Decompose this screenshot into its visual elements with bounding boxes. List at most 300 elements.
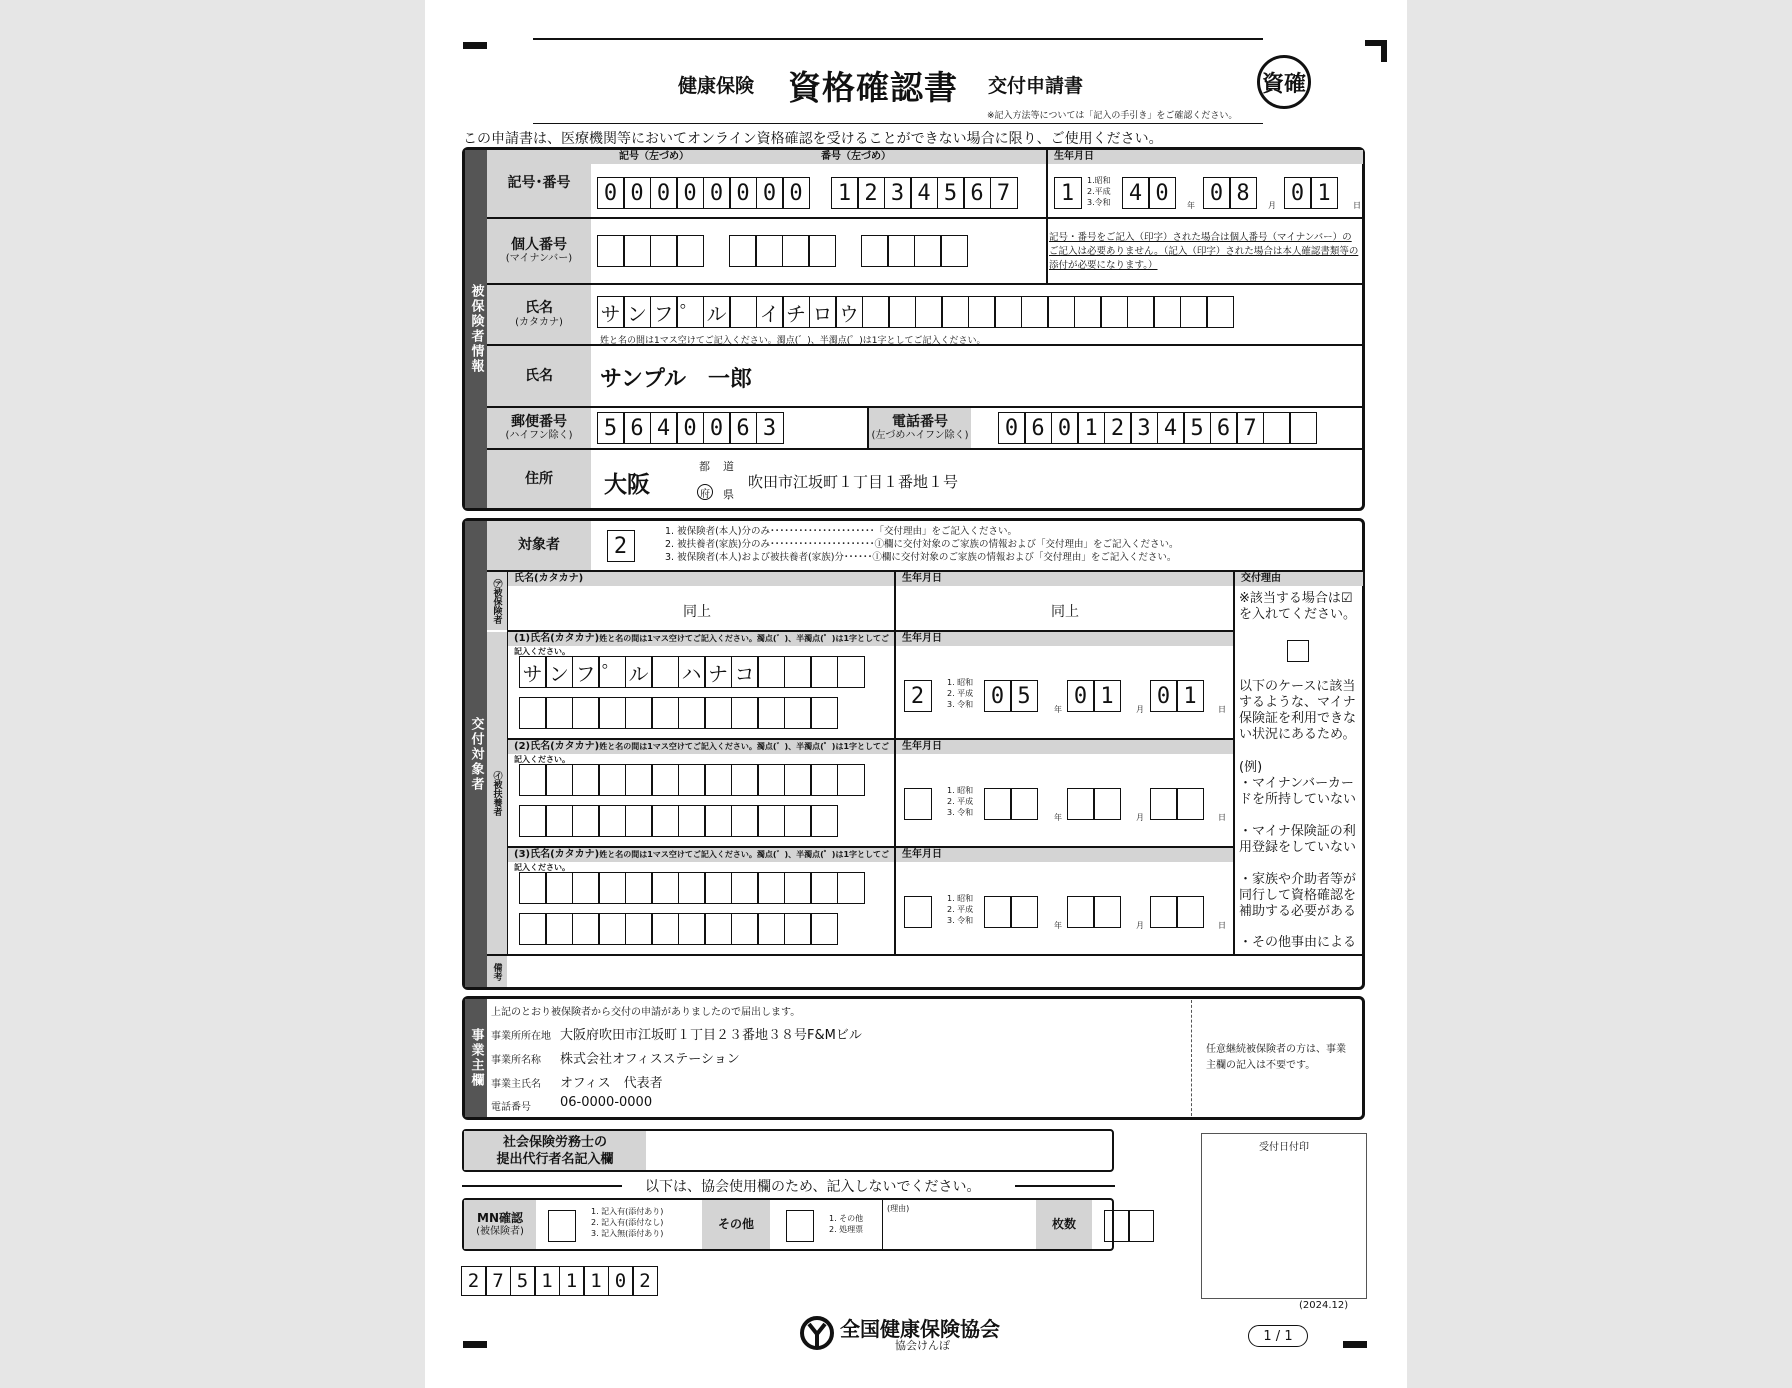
- char-box[interactable]: 0: [998, 412, 1026, 444]
- char-box[interactable]: [940, 235, 968, 267]
- other-label: その他: [702, 1200, 770, 1249]
- char-box[interactable]: [729, 235, 757, 267]
- form-code: [462, 1266, 658, 1296]
- char-box[interactable]: [519, 913, 547, 945]
- char-box[interactable]: 5: [1183, 412, 1211, 444]
- char-box[interactable]: [545, 913, 573, 945]
- char-box[interactable]: [545, 764, 573, 796]
- char-box[interactable]: [650, 235, 678, 267]
- owner-value[interactable]: オフィス 代表者: [560, 1076, 663, 1091]
- char-box[interactable]: [625, 764, 653, 796]
- char-box[interactable]: [1180, 296, 1208, 328]
- office-name-value[interactable]: 株式会社オフィスステーション: [560, 1052, 740, 1067]
- char-box[interactable]: [1047, 296, 1075, 328]
- char-box[interactable]: イ: [756, 296, 784, 328]
- registration-mark: [463, 42, 487, 49]
- char-box[interactable]: [598, 764, 626, 796]
- char-box[interactable]: 6: [1024, 412, 1052, 444]
- char-box[interactable]: [678, 697, 706, 729]
- char-box[interactable]: 2: [1104, 412, 1132, 444]
- char-box[interactable]: [704, 872, 732, 904]
- other-options: 1. その他 2. 処理票: [829, 1214, 864, 1234]
- target-option-1: 1. 被保険者(本人)分のみ･･････････････････････「交付理由」をご記入ください。: [665, 526, 1017, 537]
- voluntary-note: 任意継続被保険者の方は、事業主欄の記入は不要です。: [1206, 1044, 1346, 1071]
- symbol-number-label: 記号･番号: [487, 150, 591, 217]
- char-box[interactable]: フ: [572, 656, 600, 688]
- char-box[interactable]: 0: [703, 177, 731, 209]
- insured-birth-header: 生年月日: [896, 572, 1233, 586]
- office-name-label: 事業所名称: [491, 1055, 541, 1066]
- char-box[interactable]: [651, 764, 679, 796]
- char-box[interactable]: 0: [729, 177, 757, 209]
- unit-month: 月: [1136, 921, 1144, 930]
- dependent-1-era-box[interactable]: [905, 680, 932, 712]
- sheets-label: 枚数: [1036, 1200, 1092, 1249]
- prefecture-value[interactable]: 大阪: [604, 472, 650, 498]
- char-box[interactable]: 3: [884, 177, 912, 209]
- char-box[interactable]: 3: [756, 412, 784, 444]
- birth-month-digits[interactable]: [1204, 177, 1257, 209]
- target-label: 対象者: [487, 521, 591, 570]
- char-box[interactable]: [1093, 788, 1121, 820]
- target-option-2: 2. 被扶養者(家族)分のみ･･････････････････････Ⓘ欄に交付対象のご家族の情報および「交付理由」をご記入ください。: [665, 539, 1179, 550]
- char-box[interactable]: [784, 805, 812, 837]
- char-box[interactable]: フ: [650, 296, 678, 328]
- dependent-3-era-box[interactable]: [905, 896, 932, 928]
- char-box[interactable]: [810, 805, 838, 837]
- char-box[interactable]: [784, 764, 812, 796]
- insured-side-label: 被保険者情報: [465, 150, 487, 508]
- char-box[interactable]: [837, 764, 865, 796]
- char-box[interactable]: [810, 656, 838, 688]
- char-box[interactable]: チ: [782, 296, 810, 328]
- char-box[interactable]: [572, 913, 600, 945]
- char-box[interactable]: [625, 913, 653, 945]
- char-box[interactable]: [572, 872, 600, 904]
- char-box[interactable]: [572, 764, 600, 796]
- char-box[interactable]: [704, 697, 732, 729]
- dependent-2-birth-header: 生年月日: [896, 740, 1233, 754]
- char-box[interactable]: ナ: [704, 656, 732, 688]
- char-box[interactable]: [1206, 296, 1234, 328]
- char-box[interactable]: [1010, 896, 1038, 928]
- char-box[interactable]: [1263, 412, 1291, 444]
- char-box[interactable]: [704, 805, 732, 837]
- other-box: [786, 1210, 814, 1242]
- page-title: 資格確認書: [788, 68, 958, 107]
- dependent-1-month[interactable]: [1068, 680, 1121, 712]
- char-box[interactable]: ン: [545, 656, 573, 688]
- kana-note: 姓と名の間は1マス空けてご記入ください。濁点(゛)、半濁点(゜)は1字としてご記入ください。: [600, 336, 986, 346]
- char-box[interactable]: [678, 805, 706, 837]
- reason-2: ・マイナ保険証の利用登録をしていない: [1239, 824, 1357, 855]
- char-box[interactable]: 0: [676, 412, 704, 444]
- char-box[interactable]: [784, 656, 812, 688]
- org-name: 全国健康保険協会: [840, 1317, 1000, 1341]
- birth-year-digits[interactable]: [1123, 177, 1176, 209]
- registration-mark: [463, 1341, 487, 1348]
- phone-digits[interactable]: [999, 412, 1317, 444]
- char-box[interactable]: [994, 296, 1022, 328]
- dependent-3-birth-header: 生年月日: [896, 848, 1233, 862]
- char-box[interactable]: [651, 697, 679, 729]
- office-address-value[interactable]: 大阪府吹田市江坂町１丁目２３番地３８号F&Mビル: [560, 1028, 862, 1043]
- char-box[interactable]: [784, 697, 812, 729]
- name-label: 氏名: [487, 346, 591, 406]
- char-box[interactable]: 0: [1067, 680, 1095, 712]
- char-box[interactable]: [598, 805, 626, 837]
- dependent-1-kana-row-2[interactable]: [520, 697, 838, 729]
- char-box[interactable]: [862, 296, 890, 328]
- reason-header: 交付理由: [1235, 572, 1363, 586]
- char-box[interactable]: [1176, 896, 1204, 928]
- char-box[interactable]: 0: [1148, 177, 1176, 209]
- char-box[interactable]: [1010, 788, 1038, 820]
- char-box[interactable]: [731, 697, 759, 729]
- insured-kana-header: 氏名(カタカナ): [508, 572, 894, 586]
- char-box[interactable]: 8: [1229, 177, 1257, 209]
- reason-checkbox-note: ※該当する場合は☑を入れてください。: [1239, 591, 1357, 622]
- char-box[interactable]: ゜: [676, 296, 704, 328]
- char-box[interactable]: [757, 656, 785, 688]
- unit-year: 年: [1054, 705, 1062, 714]
- char-box: 0: [608, 1266, 634, 1296]
- pref-ken: 県: [723, 488, 734, 501]
- seal-mark: 資確: [1257, 55, 1311, 109]
- receipt-label: 受付日付印: [1259, 1142, 1309, 1153]
- char-box[interactable]: [808, 235, 836, 267]
- unit-year: 年: [1187, 201, 1195, 210]
- era-options: 1.昭和 2.平成 3.令和: [1087, 176, 1111, 207]
- unit-year: 年: [1054, 813, 1062, 822]
- address-value[interactable]: 吹田市江坂町１丁目１番地１号: [748, 473, 959, 491]
- char-box[interactable]: [757, 764, 785, 796]
- char-box[interactable]: [837, 656, 865, 688]
- char-box[interactable]: 7: [1236, 412, 1264, 444]
- char-box[interactable]: 1: [1093, 680, 1121, 712]
- char-box[interactable]: 5: [1010, 680, 1038, 712]
- char-box[interactable]: [625, 805, 653, 837]
- target-value[interactable]: 2: [607, 530, 635, 562]
- dependent-2-year[interactable]: [985, 788, 1038, 820]
- char-box[interactable]: [757, 805, 785, 837]
- dependent-2-kana-row-1[interactable]: [520, 764, 865, 796]
- char-box[interactable]: [731, 764, 759, 796]
- char-box[interactable]: 4: [1122, 177, 1150, 209]
- insured-name-same: 同上: [683, 604, 711, 620]
- char-box[interactable]: サ: [597, 296, 625, 328]
- mynumber-block-3[interactable]: [862, 235, 968, 267]
- char-box[interactable]: 0: [650, 177, 678, 209]
- char-box[interactable]: [597, 235, 625, 267]
- char-box[interactable]: [519, 805, 547, 837]
- char-box[interactable]: [519, 697, 547, 729]
- char-box[interactable]: 2: [857, 177, 885, 209]
- dependent-1-day[interactable]: [1151, 680, 1204, 712]
- char-box[interactable]: 1: [831, 177, 859, 209]
- title-top-rule: [533, 38, 1263, 40]
- char-box[interactable]: 1: [1310, 177, 1338, 209]
- postal-label: 郵便番号 (ハイフン除く): [487, 408, 591, 448]
- char-box[interactable]: [519, 872, 547, 904]
- char-box[interactable]: [678, 764, 706, 796]
- char-box[interactable]: [941, 296, 969, 328]
- char-box[interactable]: 1: [1077, 412, 1105, 444]
- char-box[interactable]: [968, 296, 996, 328]
- char-box: 1: [583, 1266, 609, 1296]
- target-options: [665, 525, 1179, 564]
- office-use-heading: 以下は、協会使用欄のため、記入しないでください。: [645, 1179, 981, 1195]
- char-box[interactable]: 0: [1284, 177, 1312, 209]
- dependent-3-day[interactable]: [1151, 896, 1204, 928]
- char-box[interactable]: [651, 872, 679, 904]
- birth-header: 生年月日: [1048, 150, 1363, 164]
- char-box[interactable]: [1153, 296, 1181, 328]
- char-box[interactable]: [784, 872, 812, 904]
- kana-name-label: 氏名 (カタカナ): [487, 285, 591, 344]
- dependent-2-kana-row-2[interactable]: [520, 805, 838, 837]
- page-indicator: 1 / 1: [1248, 1325, 1308, 1347]
- dependent-2-day[interactable]: [1151, 788, 1204, 820]
- char-box[interactable]: 4: [1157, 412, 1185, 444]
- symbol-digits[interactable]: [598, 177, 810, 209]
- postal-digits[interactable]: [598, 412, 784, 444]
- char-box[interactable]: [1100, 296, 1128, 328]
- target-box[interactable]: [608, 530, 635, 562]
- insured-sub-label: ㋐被保険者: [487, 572, 507, 630]
- mynumber-note: 記号・番号をご記入（印字）された場合は個人番号（マイナンバー）のご記入は必要ありません。（記入（印字）された場合は本人確認書類等の添付が必要になります。）: [1049, 232, 1359, 271]
- dependent-3-kana-row-2[interactable]: [520, 913, 838, 945]
- dependent-1-kana-row-1[interactable]: [520, 656, 865, 688]
- dependent-1-era-options: 1. 昭和 2. 平成 3. 令和: [947, 678, 974, 709]
- char-box: 2: [632, 1266, 658, 1296]
- dependent-2-era-box[interactable]: [905, 788, 932, 820]
- char-box[interactable]: [837, 872, 865, 904]
- unit-day: 日: [1353, 201, 1361, 210]
- char-box[interactable]: ル: [703, 296, 731, 328]
- char-box[interactable]: 1: [1176, 680, 1204, 712]
- char-box[interactable]: 0: [782, 177, 810, 209]
- char-box[interactable]: [887, 235, 915, 267]
- dependent-1-era-value[interactable]: 2: [904, 680, 932, 712]
- unit-day: 日: [1218, 705, 1226, 714]
- char-box[interactable]: [1176, 788, 1204, 820]
- char-box[interactable]: 0: [676, 177, 704, 209]
- char-box[interactable]: 4: [650, 412, 678, 444]
- char-box[interactable]: [888, 296, 916, 328]
- char-box[interactable]: [810, 872, 838, 904]
- pref-fu-circled: 府: [697, 484, 713, 500]
- char-box[interactable]: [676, 235, 704, 267]
- dependent-2-header: (2)氏名(カタカナ)姓と名の間は1マス空けてご記入ください。濁点(゛)、半濁点(゜)は1字としてご記入ください。: [508, 740, 894, 754]
- symbol-number-header: 記号（左づめ） 番号（左づめ）: [591, 150, 1046, 164]
- dependent-3-era-options: 1. 昭和 2. 平成 3. 令和: [947, 894, 974, 925]
- unit-year: 年: [1054, 921, 1062, 930]
- mynumber-block-2[interactable]: [730, 235, 836, 267]
- corner-mark: [1365, 40, 1387, 62]
- char-box[interactable]: [545, 872, 573, 904]
- title-bottom-rule: [533, 123, 1263, 124]
- char-box[interactable]: [1289, 412, 1317, 444]
- char-box[interactable]: 0: [597, 177, 625, 209]
- char-box[interactable]: [545, 697, 573, 729]
- char-box[interactable]: [731, 913, 759, 945]
- char-box[interactable]: 0: [1051, 412, 1079, 444]
- char-box[interactable]: [704, 913, 732, 945]
- char-box: 5: [510, 1266, 536, 1296]
- birth-era-box[interactable]: [1055, 177, 1082, 209]
- dependent-1-birth-header: 生年月日: [896, 632, 1233, 646]
- kana-name-boxes[interactable]: [598, 296, 1234, 328]
- char-box[interactable]: 4: [910, 177, 938, 209]
- char-box[interactable]: [755, 235, 783, 267]
- char-box[interactable]: ハ: [678, 656, 706, 688]
- reason-field-label: (理由): [887, 1204, 910, 1213]
- char-box[interactable]: [545, 805, 573, 837]
- char-box[interactable]: 6: [623, 412, 651, 444]
- dependent-3-year[interactable]: [985, 896, 1038, 928]
- char-box[interactable]: [1127, 296, 1155, 328]
- char-box[interactable]: [915, 296, 943, 328]
- unit-day: 日: [1218, 813, 1226, 822]
- org-sub: 協会けんぽ: [895, 1339, 950, 1352]
- char-box[interactable]: [861, 235, 889, 267]
- char-box[interactable]: 7: [990, 177, 1018, 209]
- char-box[interactable]: 5: [937, 177, 965, 209]
- char-box[interactable]: [729, 296, 757, 328]
- char-box[interactable]: ウ: [835, 296, 863, 328]
- char-box: 1: [534, 1266, 560, 1296]
- char-box[interactable]: [1093, 896, 1121, 928]
- char-box[interactable]: [731, 805, 759, 837]
- char-box[interactable]: 6: [963, 177, 991, 209]
- char-box[interactable]: 3: [1130, 412, 1158, 444]
- char-box[interactable]: [757, 913, 785, 945]
- receipt-stamp-box: [1201, 1133, 1367, 1299]
- char-box[interactable]: [1150, 896, 1178, 928]
- number-digits[interactable]: [832, 177, 1018, 209]
- unit-day: 日: [1218, 921, 1226, 930]
- char-box[interactable]: [1150, 788, 1178, 820]
- char-box[interactable]: [651, 656, 679, 688]
- char-box[interactable]: [784, 913, 812, 945]
- char-box[interactable]: 0: [703, 412, 731, 444]
- version: (2024.12): [1299, 1300, 1349, 1311]
- char-box[interactable]: [914, 235, 942, 267]
- char-box: 7: [485, 1266, 511, 1296]
- target-option-3: 3. 被保険者(本人)および被扶養者(家族)分･･････Ⓘ欄に交付対象のご家族の情報および「交付理由」をご記入ください。: [665, 552, 1177, 563]
- mynumber-block-1[interactable]: [598, 235, 704, 267]
- char-box[interactable]: [651, 913, 679, 945]
- agent-label: 社会保険労務士の 提出代行者名記入欄: [464, 1131, 646, 1170]
- unit-month: 月: [1136, 705, 1144, 714]
- char-box[interactable]: [757, 697, 785, 729]
- mynumber-label: 個人番号 (マイナンバー): [487, 219, 591, 283]
- char-box[interactable]: [572, 805, 600, 837]
- char-box[interactable]: [678, 913, 706, 945]
- mn-options: 1. 記入有(添付あり) 2. 記入有(添付なし) 3. 記入無(添付あり): [591, 1207, 664, 1238]
- char-box[interactable]: [519, 764, 547, 796]
- phone-label: 電話番号 (左づめハイフン除く): [869, 408, 971, 448]
- registration-mark: [1343, 1341, 1367, 1348]
- char-box[interactable]: [623, 235, 651, 267]
- instructions-note: ※記入方法等については「記入の手引き」をご確認ください。: [987, 111, 1238, 121]
- reason-4: ・その他事由による: [1239, 935, 1357, 950]
- dependent-3-kana-row-1[interactable]: [520, 872, 865, 904]
- insured-birth-same: 同上: [1051, 604, 1079, 620]
- char-box[interactable]: 0: [984, 680, 1012, 712]
- birth-day-digits[interactable]: [1285, 177, 1338, 209]
- reason-text: 以下のケースに該当するような、マイナ保険証を利用できない状況にあるため。: [1239, 679, 1357, 742]
- char-box[interactable]: [704, 764, 732, 796]
- char-box[interactable]: 0: [1203, 177, 1231, 209]
- dependent-2-era-options: 1. 昭和 2. 平成 3. 令和: [947, 786, 974, 817]
- char-box[interactable]: [810, 913, 838, 945]
- pref-do: 道: [723, 460, 734, 473]
- char-box[interactable]: ゜: [598, 656, 626, 688]
- char-box[interactable]: [572, 697, 600, 729]
- char-box[interactable]: [598, 697, 626, 729]
- reason-3: ・家族や介助者等が同行して資格確認を補助する必要がある: [1239, 872, 1357, 919]
- address-label: 住所: [487, 450, 591, 508]
- birth-era-value[interactable]: 1: [1054, 177, 1082, 209]
- char-box[interactable]: [651, 805, 679, 837]
- char-box[interactable]: ロ: [809, 296, 837, 328]
- char-box[interactable]: 6: [729, 412, 757, 444]
- dependent-3-month[interactable]: [1068, 896, 1121, 928]
- reason-checkbox[interactable]: [1287, 640, 1309, 662]
- char-box[interactable]: [757, 872, 785, 904]
- char-box[interactable]: ン: [623, 296, 651, 328]
- dependent-1-header: (1)氏名(カタカナ)姓と名の間は1マス空けてご記入ください。濁点(゛)、半濁点(゜)は1字としてご記入ください。: [508, 632, 894, 646]
- char-box[interactable]: [625, 872, 653, 904]
- char-box[interactable]: 5: [597, 412, 625, 444]
- char-box[interactable]: 0: [623, 177, 651, 209]
- char-box[interactable]: [1067, 788, 1095, 820]
- char-box[interactable]: ル: [625, 656, 653, 688]
- char-box[interactable]: [598, 913, 626, 945]
- char-box[interactable]: [984, 788, 1012, 820]
- char-box[interactable]: コ: [731, 656, 759, 688]
- title-prefix: 健康保険: [678, 75, 755, 97]
- char-box[interactable]: [625, 697, 653, 729]
- char-box[interactable]: [598, 872, 626, 904]
- char-box[interactable]: [1021, 296, 1049, 328]
- char-box[interactable]: [1074, 296, 1102, 328]
- char-box[interactable]: [782, 235, 810, 267]
- char-box[interactable]: [810, 697, 838, 729]
- char-box[interactable]: [678, 872, 706, 904]
- char-box[interactable]: [810, 764, 838, 796]
- pref-to: 都: [699, 460, 710, 473]
- title-suffix: 交付申請書: [988, 75, 1084, 97]
- char-box[interactable]: [1067, 896, 1095, 928]
- char-box[interactable]: サ: [519, 656, 547, 688]
- char-box[interactable]: [731, 872, 759, 904]
- employer-phone-value[interactable]: 06-0000-0000: [560, 1095, 653, 1110]
- mn-check-box: [548, 1210, 576, 1242]
- name-value[interactable]: サンプル 一郎: [600, 367, 753, 392]
- employer-intro: 上記のとおり被保険者から交付の申請がありましたので届出します。: [491, 1007, 801, 1018]
- char-box[interactable]: 0: [1150, 680, 1178, 712]
- char-box[interactable]: 6: [1210, 412, 1238, 444]
- office-address-label: 事業所所在地: [491, 1031, 551, 1042]
- char-box[interactable]: [984, 896, 1012, 928]
- char-box[interactable]: 0: [756, 177, 784, 209]
- dependent-2-month[interactable]: [1068, 788, 1121, 820]
- dependent-1-year[interactable]: [985, 680, 1038, 712]
- employer-side-label: 事業主欄: [465, 999, 487, 1117]
